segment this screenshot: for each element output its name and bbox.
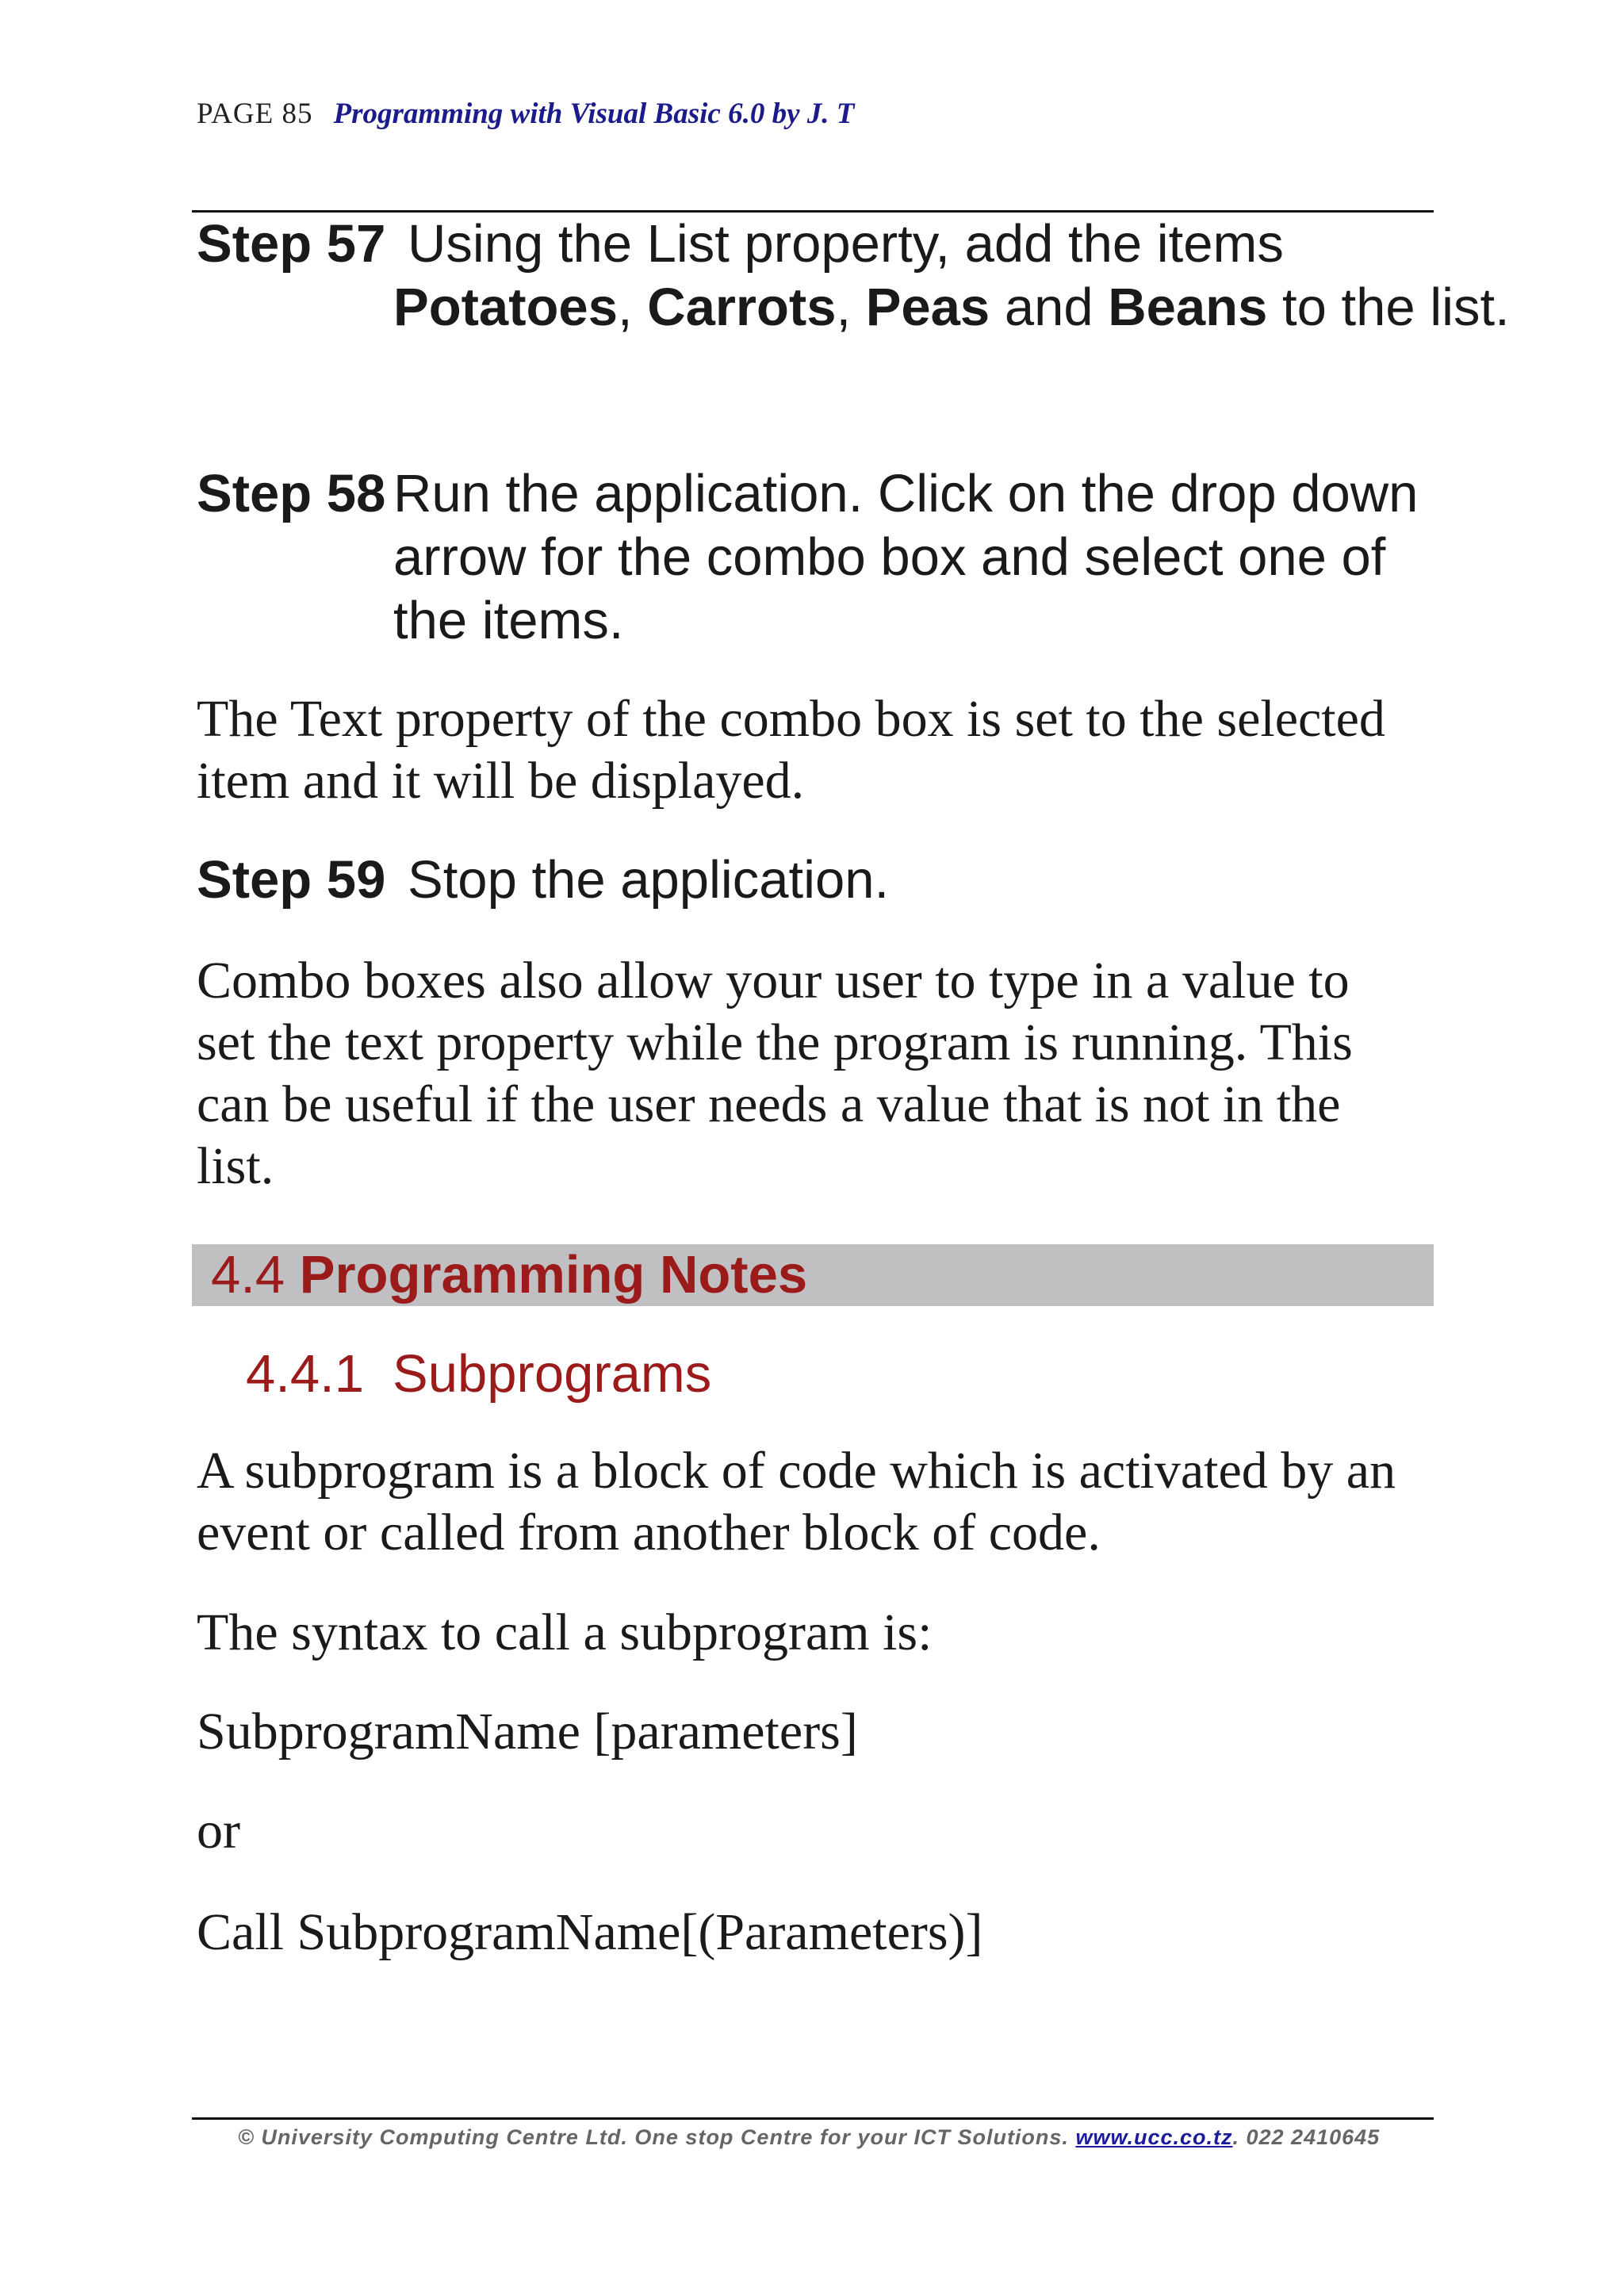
footer-link[interactable]: www.ucc.co.tz bbox=[1075, 2125, 1233, 2149]
page-footer bbox=[238, 2125, 1380, 2150]
page-header bbox=[197, 97, 854, 131]
book-title: Programming with Visual Basic 6.0 by J. T bbox=[333, 98, 855, 130]
footer-copyright: © University Computing Centre Ltd. One stop Centre for your ICT Solutions. bbox=[238, 2125, 1076, 2149]
step-number: Step 58 bbox=[197, 464, 386, 523]
syntax-line: Call SubprogramName[(Parameters)] bbox=[197, 1903, 983, 1961]
paragraph: or bbox=[197, 1802, 240, 1860]
step-number: Step 59 bbox=[197, 850, 386, 910]
step-text: Using the List property, add the items Potatoes, Carrots, Peas and Beans to the list. bbox=[393, 214, 1510, 337]
section-title: Programming Notes bbox=[299, 1245, 808, 1305]
step-text: Run the application. Click on the drop down arrow for the combo box and select one of the items. bbox=[393, 464, 1419, 650]
subsection-number: 4.4.1 bbox=[246, 1344, 365, 1404]
paragraph: Combo boxes also allow your user to type in a value to set the text property while the program is running. This can be useful if the user needs a value that is not in the list. bbox=[197, 952, 1353, 1195]
subsection-title: Subprograms bbox=[393, 1344, 712, 1404]
footer-phone: . 022 2410645 bbox=[1232, 2125, 1381, 2149]
page-number: PAGE 85 bbox=[197, 98, 313, 130]
subsection-heading bbox=[246, 1343, 711, 1406]
paragraph: A subprogram is a block of code which is activated by an event or called from another block of code. bbox=[197, 1442, 1396, 1561]
step-number: Step 57 bbox=[197, 214, 386, 274]
section-heading bbox=[211, 1243, 807, 1307]
syntax-line: SubprogramName [parameters] bbox=[197, 1703, 858, 1761]
footer-rule bbox=[192, 2117, 1434, 2120]
paragraph: The syntax to call a subprogram is: bbox=[197, 1603, 933, 1661]
section-number: 4.4 bbox=[211, 1245, 285, 1305]
step-text: Stop the application. bbox=[408, 850, 890, 910]
paragraph: The Text property of the combo box is set to the selected item and it will be displayed. bbox=[197, 690, 1385, 810]
